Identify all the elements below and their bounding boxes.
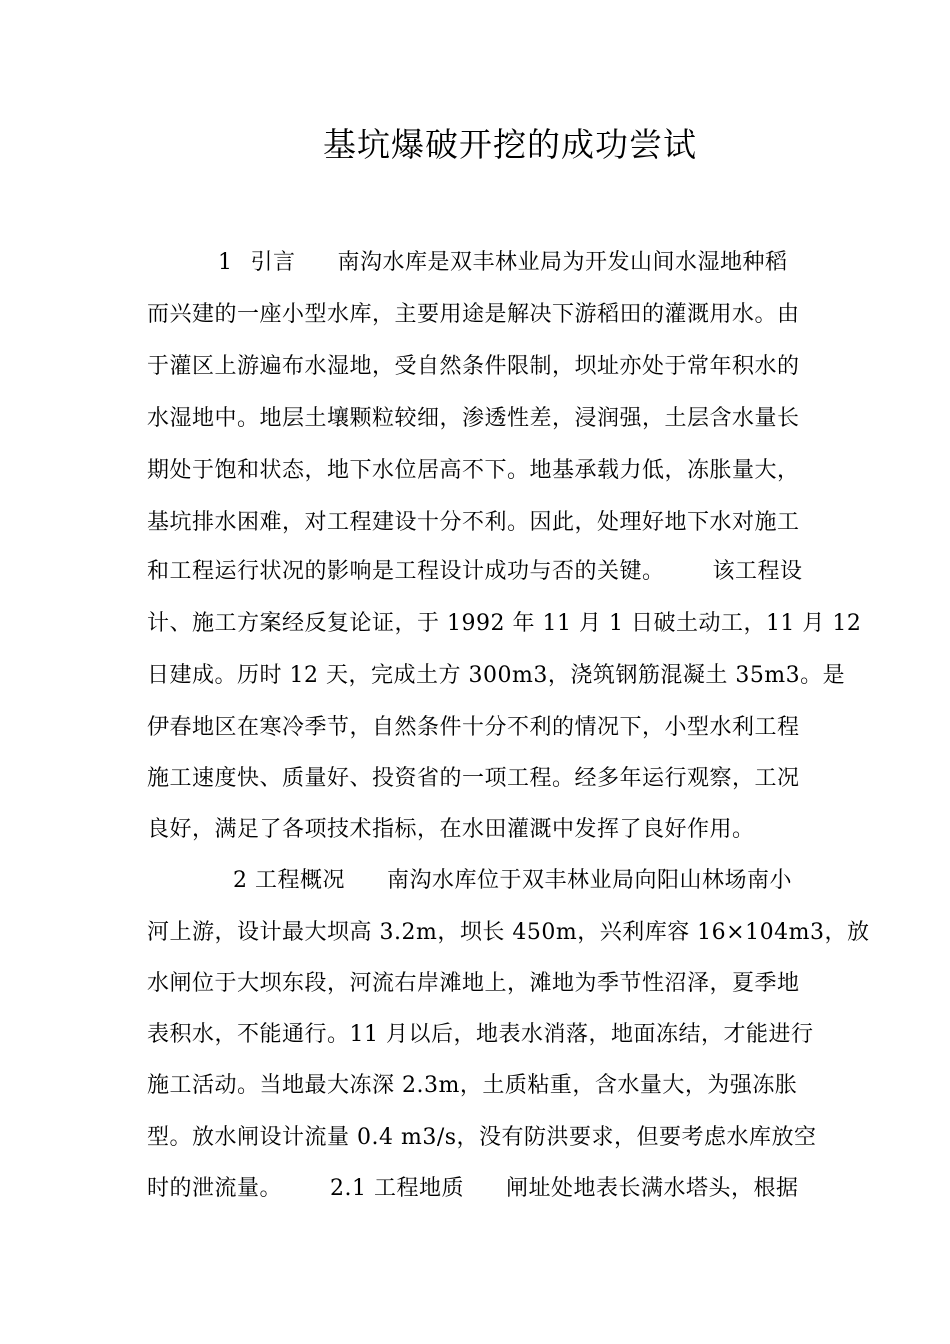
- text-line: 而兴建的一座小型水库，主要用途是解决下游稻田的灌溉用水。由: [147, 302, 800, 327]
- section-heading: 2 工程概况: [233, 868, 345, 893]
- paragraph-text: 该工程设: [712, 559, 803, 584]
- text-line: 水湿地中。地层土壤颗粒较细，渗透性差，浸润强，土层含水量长: [147, 406, 800, 431]
- text-line: 于灌区上游遍布水湿地，受自然条件限制，坝址亦处于常年积水的: [147, 354, 800, 379]
- paragraph-text: 闸址处地表长满水塔头，根据: [506, 1176, 799, 1201]
- text-line: 伊春地区在寒冷季节，自然条件十分不利的情况下，小型水利工程: [147, 715, 800, 740]
- text-line: 良好，满足了各项技术指标，在水田灌溉中发挥了良好作用。: [147, 817, 755, 842]
- document-title: 基坑爆破开挖的成功尝试: [323, 125, 697, 164]
- section-number: 1: [218, 250, 233, 275]
- section-heading: 引言: [250, 250, 296, 275]
- text-line: 河上游，设计最大坝高 3.2m，坝长 450m，兴利库容 16×104m3，放: [147, 920, 870, 945]
- text-line: 水闸位于大坝东段，河流右岸滩地上，滩地为季节性沼泽，夏季地: [147, 971, 800, 996]
- text-line: [147, 557, 803, 587]
- text-line: [147, 1174, 799, 1204]
- text-line: 日建成。历时 12 天，完成土方 300m3，浇筑钢筋混凝土 35m3。是: [147, 663, 846, 688]
- text-line: 施工活动。当地最大冻深 2.3m，土质粘重，含水量大，为强冻胀: [147, 1073, 798, 1098]
- text-line: 表积水，不能通行。11 月以后，地表水消落，地面冻结，才能进行: [147, 1022, 814, 1047]
- paragraph-text: 南沟水库是双丰林业局为开发山间水湿地种稻: [337, 250, 788, 275]
- text-line: [233, 866, 792, 896]
- paragraph-text: 和工程运行状况的影响是工程设计成功与否的关键。: [147, 559, 665, 584]
- text-line: 基坑排水困难，对工程建设十分不利。因此，处理好地下水对施工: [147, 510, 800, 535]
- subsection-heading: 2.1 工程地质: [330, 1176, 464, 1201]
- text-line: 期处于饱和状态，地下水位居高不下。地基承载力低，冻胀量大，: [147, 458, 800, 483]
- text-line: 计、施工方案经反复论证，于 1992 年 11 月 1 日破土动工，11 月 12: [147, 611, 862, 636]
- paragraph-text: 时的泄流量。: [147, 1176, 283, 1201]
- text-line: 施工速度快、质量好、投资省的一项工程。经多年运行观察，工况: [147, 766, 800, 791]
- text-line: [218, 248, 788, 278]
- paragraph-text: 南沟水库位于双丰林业局向阳山林场南小: [387, 868, 793, 893]
- text-line: 型。放水闸设计流量 0.4 m3/s，没有防洪要求，但要考虑水库放空: [147, 1125, 817, 1150]
